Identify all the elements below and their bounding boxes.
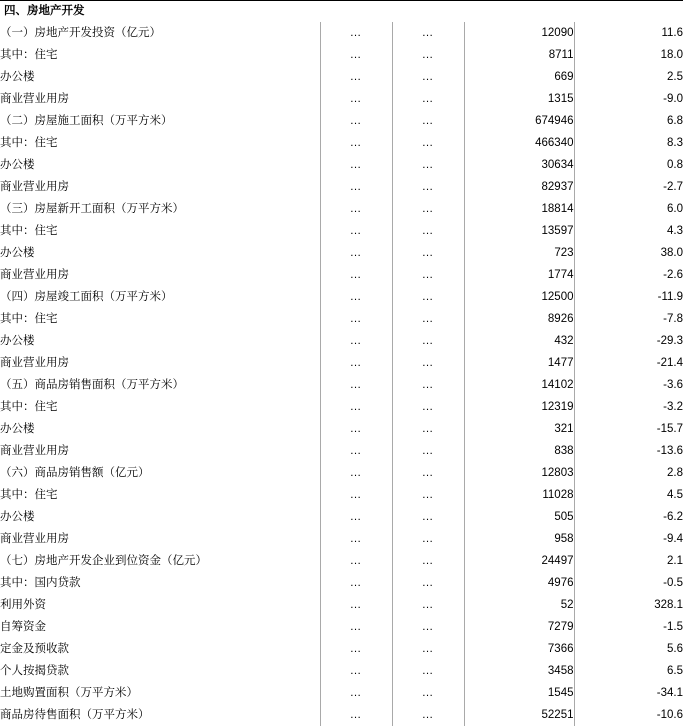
row-dots-first: … xyxy=(320,330,392,352)
row-dots-second: … xyxy=(392,462,464,484)
row-dots-second: … xyxy=(392,22,464,44)
row-growth-rate: -3.6 xyxy=(663,379,683,391)
row-growth-rate: -21.4 xyxy=(656,357,683,369)
row-dots-first: … xyxy=(320,132,392,154)
row-label: 商业营业用房 xyxy=(0,440,320,462)
row-value: 11028 xyxy=(464,484,574,506)
table-row xyxy=(0,132,683,154)
row-dots-first: … xyxy=(320,594,392,616)
row-growth-rate: -2.6 xyxy=(663,269,683,281)
table-row xyxy=(0,550,683,572)
row-value: 18814 xyxy=(464,198,574,220)
row-dots-first: … xyxy=(320,660,392,682)
row-value: 24497 xyxy=(464,550,574,572)
row-label: （五）商品房销售面积（万平方米） xyxy=(0,374,320,396)
row-label: （六）商品房销售额（亿元） xyxy=(0,462,320,484)
row-dots-first: … xyxy=(320,308,392,330)
row-value: 30634 xyxy=(464,154,574,176)
row-dots-second: … xyxy=(392,330,464,352)
row-value: 1545 xyxy=(464,682,574,704)
row-growth-rate: -13.6 xyxy=(656,445,683,457)
row-dots-first: … xyxy=(320,220,392,242)
row-dots-second: … xyxy=(392,594,464,616)
row-value: 82937 xyxy=(464,176,574,198)
table-row xyxy=(0,110,683,132)
row-label: 土地购置面积（万平方米） xyxy=(0,682,320,704)
row-label: 办公楼 xyxy=(0,418,320,440)
row-dots-second: … xyxy=(392,374,464,396)
row-dots-first: … xyxy=(320,44,392,66)
row-dots-first: … xyxy=(320,286,392,308)
row-growth-rate: 4.5 xyxy=(667,489,683,501)
row-value: 7279 xyxy=(464,616,574,638)
row-label: 定金及预收款 xyxy=(0,638,320,660)
row-label: 办公楼 xyxy=(0,154,320,176)
section-heading-row xyxy=(0,0,683,22)
table-row xyxy=(0,242,683,264)
row-dots-first: … xyxy=(320,484,392,506)
row-dots-first: … xyxy=(320,704,392,726)
row-value: 3458 xyxy=(464,660,574,682)
table-row xyxy=(0,352,683,374)
row-dots-second: … xyxy=(392,396,464,418)
row-dots-second: … xyxy=(392,682,464,704)
row-dots-first: … xyxy=(320,88,392,110)
row-label: （四）房屋竣工面积（万平方米） xyxy=(0,286,320,308)
row-dots-first: … xyxy=(320,198,392,220)
table-row xyxy=(0,638,683,660)
row-growth-rate: 2.1 xyxy=(667,555,683,567)
row-value: 1774 xyxy=(464,264,574,286)
table-row xyxy=(0,572,683,594)
row-value: 52 xyxy=(464,594,574,616)
row-dots-first: … xyxy=(320,110,392,132)
row-label: 商业营业用房 xyxy=(0,264,320,286)
table-row xyxy=(0,462,683,484)
row-value: 7366 xyxy=(464,638,574,660)
row-value: 14102 xyxy=(464,374,574,396)
row-growth-rate: -9.4 xyxy=(663,533,683,545)
row-growth-rate: 6.0 xyxy=(667,203,683,215)
row-growth-rate: -29.3 xyxy=(656,335,683,347)
row-growth-rate: -1.5 xyxy=(663,621,683,633)
row-label: 商品房待售面积（万平方米） xyxy=(0,704,320,726)
row-label: 办公楼 xyxy=(0,330,320,352)
row-growth-rate: -6.2 xyxy=(663,511,683,523)
row-label: 商业营业用房 xyxy=(0,528,320,550)
row-value: 505 xyxy=(464,506,574,528)
row-dots-second: … xyxy=(392,264,464,286)
row-dots-second: … xyxy=(392,110,464,132)
row-value: 432 xyxy=(464,330,574,352)
row-value: 8926 xyxy=(464,308,574,330)
section-heading-spacer-1 xyxy=(320,0,392,22)
table-row xyxy=(0,308,683,330)
table-row xyxy=(0,594,683,616)
row-label: 其中：住宅 xyxy=(0,308,320,330)
row-dots-second: … xyxy=(392,66,464,88)
row-growth-rate: 0.8 xyxy=(667,159,683,171)
table-row xyxy=(0,528,683,550)
row-growth-rate: -2.7 xyxy=(663,181,683,193)
row-dots-first: … xyxy=(320,264,392,286)
top-rule xyxy=(0,0,683,1)
row-label: 个人按揭贷款 xyxy=(0,660,320,682)
row-dots-first: … xyxy=(320,506,392,528)
row-label: 自筹资金 xyxy=(0,616,320,638)
row-dots-second: … xyxy=(392,220,464,242)
table-row xyxy=(0,484,683,506)
table-row xyxy=(0,176,683,198)
row-growth-rate: 11.6 xyxy=(661,27,683,39)
row-label: （七）房地产开发企业到位资金（亿元） xyxy=(0,550,320,572)
table-row xyxy=(0,660,683,682)
row-value: 669 xyxy=(464,66,574,88)
row-dots-second: … xyxy=(392,198,464,220)
row-dots-first: … xyxy=(320,242,392,264)
row-value: 52251 xyxy=(464,704,574,726)
row-dots-first: … xyxy=(320,528,392,550)
row-dots-first: … xyxy=(320,550,392,572)
row-dots-first: … xyxy=(320,638,392,660)
row-growth-rate: -11.9 xyxy=(657,291,683,303)
row-dots-second: … xyxy=(392,440,464,462)
section-heading-spacer-2 xyxy=(392,0,464,22)
table-row xyxy=(0,506,683,528)
row-value: 321 xyxy=(464,418,574,440)
row-dots-second: … xyxy=(392,308,464,330)
row-dots-second: … xyxy=(392,418,464,440)
row-value: 958 xyxy=(464,528,574,550)
row-dots-second: … xyxy=(392,286,464,308)
row-label: 其中：住宅 xyxy=(0,396,320,418)
row-dots-second: … xyxy=(392,616,464,638)
table-row xyxy=(0,154,683,176)
row-value: 12500 xyxy=(464,286,574,308)
row-dots-first: … xyxy=(320,682,392,704)
row-dots-second: … xyxy=(392,176,464,198)
table-row xyxy=(0,198,683,220)
row-label: 办公楼 xyxy=(0,506,320,528)
row-growth-rate: 5.6 xyxy=(667,643,683,655)
row-dots-first: … xyxy=(320,154,392,176)
row-label: 办公楼 xyxy=(0,242,320,264)
row-growth-rate: 328.1 xyxy=(654,599,683,611)
table-row xyxy=(0,440,683,462)
row-growth-rate: -0.5 xyxy=(663,577,683,589)
row-label: 商业营业用房 xyxy=(0,352,320,374)
row-growth-rate: -34.1 xyxy=(656,687,683,699)
row-value: 4976 xyxy=(464,572,574,594)
row-label: 其中：住宅 xyxy=(0,132,320,154)
row-label: 其中：住宅 xyxy=(0,220,320,242)
row-growth-rate: 2.5 xyxy=(667,71,683,83)
table-row xyxy=(0,396,683,418)
row-label: 其中：住宅 xyxy=(0,44,320,66)
row-dots-second: … xyxy=(392,44,464,66)
row-label: 利用外资 xyxy=(0,594,320,616)
row-value: 12090 xyxy=(464,22,574,44)
row-dots-first: … xyxy=(320,396,392,418)
row-dots-second: … xyxy=(392,506,464,528)
row-growth-rate: -7.8 xyxy=(663,313,683,325)
row-growth-rate: -15.7 xyxy=(656,423,683,435)
row-dots-second: … xyxy=(392,132,464,154)
row-value: 12319 xyxy=(464,396,574,418)
row-dots-second: … xyxy=(392,704,464,726)
table-row xyxy=(0,286,683,308)
row-value: 674946 xyxy=(464,110,574,132)
table-row xyxy=(0,220,683,242)
table-row xyxy=(0,704,683,726)
row-growth-rate: -10.6 xyxy=(656,709,683,721)
row-value: 1315 xyxy=(464,88,574,110)
section-heading-spacer-3 xyxy=(464,0,574,22)
row-dots-first: … xyxy=(320,462,392,484)
row-dots-second: … xyxy=(392,242,464,264)
row-value: 8711 xyxy=(464,44,574,66)
table-row xyxy=(0,682,683,704)
table-row xyxy=(0,616,683,638)
row-dots-second: … xyxy=(392,154,464,176)
row-value: 838 xyxy=(464,440,574,462)
row-dots-first: … xyxy=(320,22,392,44)
table-row xyxy=(0,374,683,396)
row-growth-rate: 6.5 xyxy=(667,665,683,677)
row-value: 466340 xyxy=(464,132,574,154)
row-growth-rate: 18.0 xyxy=(660,49,683,61)
row-label: 商业营业用房 xyxy=(0,88,320,110)
row-value: 12803 xyxy=(464,462,574,484)
row-label: 其中：国内贷款 xyxy=(0,572,320,594)
row-dots-second: … xyxy=(392,572,464,594)
row-dots-first: … xyxy=(320,418,392,440)
row-dots-second: … xyxy=(392,638,464,660)
row-value: 1477 xyxy=(464,352,574,374)
row-dots-first: … xyxy=(320,374,392,396)
row-dots-first: … xyxy=(320,616,392,638)
row-dots-second: … xyxy=(392,352,464,374)
row-growth-rate: 4.3 xyxy=(667,225,683,237)
row-growth-rate: 8.3 xyxy=(667,137,683,149)
row-growth-rate: 6.8 xyxy=(667,115,683,127)
row-growth-rate: 2.8 xyxy=(667,467,683,479)
row-label: 其中：住宅 xyxy=(0,484,320,506)
row-growth-rate: 38.0 xyxy=(660,247,683,259)
row-dots-first: … xyxy=(320,440,392,462)
row-value: 13597 xyxy=(464,220,574,242)
row-label: （一）房地产开发投资（亿元） xyxy=(0,22,320,44)
row-dots-first: … xyxy=(320,352,392,374)
row-dots-second: … xyxy=(392,660,464,682)
row-value: 723 xyxy=(464,242,574,264)
table-row xyxy=(0,66,683,88)
row-dots-first: … xyxy=(320,176,392,198)
row-dots-second: … xyxy=(392,484,464,506)
table-row xyxy=(0,264,683,286)
row-growth-rate: -9.0 xyxy=(663,93,683,105)
row-dots-first: … xyxy=(320,66,392,88)
row-dots-second: … xyxy=(392,88,464,110)
row-dots-second: … xyxy=(392,550,464,572)
table-row xyxy=(0,88,683,110)
row-label: 商业营业用房 xyxy=(0,176,320,198)
row-dots-first: … xyxy=(320,572,392,594)
section-heading-spacer-4 xyxy=(574,0,683,22)
row-label: 办公楼 xyxy=(0,66,320,88)
table-row xyxy=(0,418,683,440)
table-row xyxy=(0,330,683,352)
table-row xyxy=(0,22,683,44)
row-label: （二）房屋施工面积（万平方米） xyxy=(0,110,320,132)
row-label: （三）房屋新开工面积（万平方米） xyxy=(0,198,320,220)
section-heading: 四、房地产开发 xyxy=(4,5,85,17)
row-dots-second: … xyxy=(392,528,464,550)
row-growth-rate: -3.2 xyxy=(663,401,683,413)
table-row xyxy=(0,44,683,66)
